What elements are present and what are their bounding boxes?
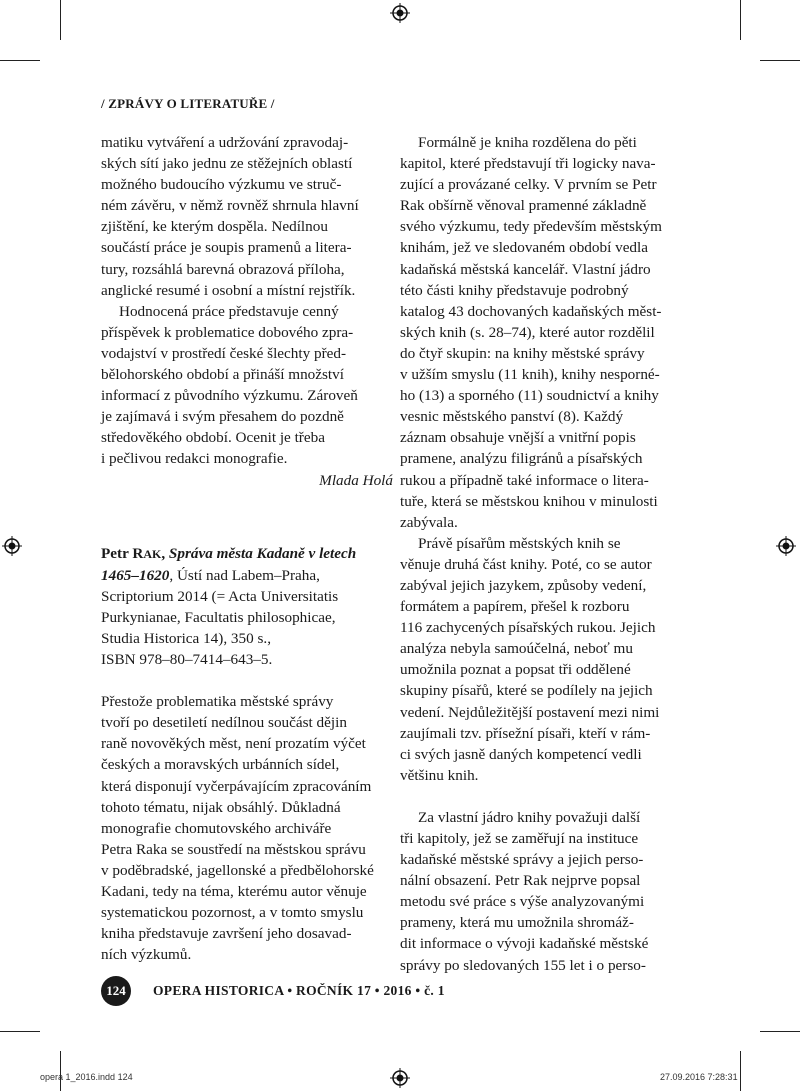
text-line: českých a moravských urbánních sídel,: [101, 756, 340, 774]
author-name: Petr RAK: [101, 544, 162, 562]
registration-mark-icon: [776, 536, 796, 556]
text-line: ských sítí jako jednu ze stěžejních oblastí: [101, 155, 353, 173]
text-line: Za vlastní jádro knihy považuji další: [418, 808, 641, 826]
text-line: svého výzkumu, tedy především městským: [400, 218, 662, 236]
text-line: informací z původního výzkumu. Zároveň: [101, 387, 358, 405]
section-header: / ZPRÁVY O LITERATUŘE /: [101, 96, 275, 111]
text-line: kadaňské městské správy a jejich perso-: [400, 851, 644, 869]
text-line: Přestože problematika městské správy: [101, 693, 334, 711]
text-line: umožnila poznat a popsat tři oddělené: [400, 661, 631, 679]
text-line: zjištění, ke kterým dospěla. Nedílnou: [101, 218, 328, 236]
text-line: katalog 43 dochovaných kadaňských měst-: [400, 302, 662, 320]
crop-mark: [740, 1051, 741, 1091]
text-line: formátem a papírem, přešel k rozboru: [400, 598, 630, 616]
text-line: záznam obsahuje vnější a vnitřní popis: [400, 429, 636, 447]
text-line: v poděbradské, jagellonské a předbělohorské: [101, 861, 374, 879]
paragraph: [400, 132, 692, 533]
text-line: rukou a případně také informace o litera-: [400, 471, 649, 489]
text-line: kadaňská městská kancelář. Vlastní jádro: [400, 260, 651, 278]
text-line: knihám, jež ve sledovaném období vedla: [400, 239, 648, 257]
print-slug-timestamp: 27.09.2016 7:28:31: [660, 1072, 738, 1082]
book-title: 1465–1620: [101, 566, 170, 584]
text-line: pramene, analýzu filigránů a písařských: [400, 450, 643, 468]
text-line: tvoří po desetiletí nedílnou součást dějin: [101, 714, 347, 732]
text-line: v užším smyslu (11 knih), knihy nesporné-: [400, 366, 660, 384]
registration-mark-icon: [390, 3, 410, 23]
registration-mark-icon: [390, 1068, 410, 1088]
text-line: Petr RAK, Správa města Kadaně v letech: [101, 544, 357, 562]
journal-title: OPERA HISTORICA • ROČNÍK 17 • 2016 • č. 1: [153, 983, 445, 998]
text-line: zabýval jejich jazykem, způsoby vedení,: [400, 576, 647, 594]
text-line: dit informace o vývoji kadaňské městské: [400, 935, 649, 953]
text-line: vodajství v prostředí české šlechty před-: [101, 344, 347, 362]
text-line: anglické resumé i osobní a místní rejstřík.: [101, 281, 356, 299]
text-line: správy po sledovaných 155 let i o perso-: [400, 956, 646, 974]
text-line: zující a provázané celky. V prvním se Petr: [400, 176, 657, 194]
text-line: ho (13) a sporného (11) soudnictví a knihy: [400, 387, 659, 405]
right-column: [400, 132, 692, 976]
text-line: skupiny písařů, které se podílely na jejich: [400, 682, 653, 700]
text-line: Právě písařům městských knih se: [418, 534, 621, 552]
text-line: věnuje druhá část knihy. Poté, co se autor: [400, 555, 652, 573]
text-line: ném závěru, v němž rovněž shrnula hlavní: [101, 197, 359, 215]
text-line: příspěvek k problematice dobového zpra-: [101, 323, 354, 341]
crop-mark: [0, 1031, 40, 1032]
text-line: Scriptorium 2014 (= Acta Universitatis: [101, 587, 339, 605]
text-line: do čtyř skupin: na knihy městské správy: [400, 344, 645, 362]
text-line: ISBN 978–80–7414–643–5.: [101, 651, 273, 669]
text-line: Petra Raka se soustředí na městskou správu: [101, 840, 366, 858]
text-line: tři kapitoly, jež se zaměřují na instituce: [400, 830, 639, 847]
crop-mark: [0, 60, 40, 61]
text-line: Rak obšírně věnoval pramenné základně: [400, 197, 647, 215]
crop-mark: [60, 0, 61, 40]
text-line: raně novověkých měst, není prozatím výčet: [101, 735, 366, 753]
text-line: Kadani, tedy na téma, kterému autor věnuje: [101, 883, 367, 900]
text-line: Studia Historica 14), 350 s.,: [101, 629, 271, 647]
text-line: analýza nebyla samoúčelná, neboť mu: [400, 640, 633, 658]
text-line: vesnic městského panství (8). Každý: [400, 408, 624, 426]
text-line: středověkého období. Ocenit je třeba: [101, 429, 325, 447]
text-line: tury, rozsáhlá barevná obrazová příloha,: [101, 260, 345, 278]
print-slug-file: opera 1_2016.indd 124: [40, 1072, 133, 1082]
text-line: kapitol, které představují tři logicky nava-: [400, 155, 656, 173]
crop-mark: [740, 0, 741, 40]
bibliography-entry: [101, 543, 393, 671]
text-line: matiku vytváření a udržování zpravodaj-: [101, 134, 349, 151]
text-line: této části knihy představuje podrobný: [400, 281, 629, 299]
text-line: Hodnocená práce představuje cenný: [119, 302, 339, 320]
paragraph: [400, 533, 692, 786]
text-line: 116 zachycených písařských rukou. Jejich: [400, 619, 656, 637]
text-line: zaujímali tzv. přísežní písaři, kteří v rám-: [400, 724, 651, 742]
left-column: [101, 132, 393, 965]
text-line: tuře, která se městskou knihou v minulosti: [400, 492, 658, 510]
text-line: součástí práce je soupis pramenů a litera-: [101, 239, 352, 257]
text-line: je zajímavá i svým přesahem do pozdně: [101, 408, 344, 426]
text-line: nální obsazení. Petr Rak nejprve popsal: [400, 872, 641, 890]
text-line: ských knih (s. 28–74), které autor rozdělil: [400, 323, 655, 341]
text-line: i pečlivou redakci monografie.: [101, 450, 288, 468]
text-line: možného budoucího výzkumu ve struč-: [101, 176, 342, 194]
crop-mark: [760, 1031, 800, 1032]
paragraph: [101, 301, 393, 470]
text-line: metodu své práce s výše analyzovanými: [400, 893, 645, 911]
text-line: ci svých jasně daných kompetencí vedli: [400, 745, 642, 763]
page-number: 124: [101, 976, 131, 1006]
text-line: bělohorského období a přináší množství: [101, 366, 344, 384]
text-line: Formálně je kniha rozdělena do pěti: [418, 134, 637, 151]
text-line: monografie chomutovského archiváře: [101, 819, 332, 837]
crop-mark: [760, 60, 800, 61]
text-line: většinu knih.: [400, 766, 479, 784]
text-line: tohoto tématu, nijak obsáhlý. Důkladná: [101, 798, 341, 816]
text-line: ních výzkumů.: [101, 946, 192, 964]
crop-mark: [60, 1051, 61, 1091]
text-line: Purkynianae, Facultatis philosophicae,: [101, 608, 336, 626]
text-line: 1465–1620, Ústí nad Labem–Praha,: [101, 566, 320, 584]
text-line: systematickou pozornost, a v tomto smyslu: [101, 904, 364, 922]
book-title: Správa města Kadaně v letech: [168, 544, 357, 562]
text-line: vedení. Nejdůležitější postavení mezi nimi: [400, 703, 660, 721]
paragraph: [400, 807, 692, 976]
page-footer: [101, 976, 445, 1006]
text-line: která disponují vyčerpávajícím zpracováním: [101, 777, 372, 795]
text-line: kniha představuje završení jeho dosavad-: [101, 925, 352, 943]
text-line: zabývala.: [400, 513, 458, 531]
reviewer-signature: Mlada Holá: [319, 471, 393, 489]
paragraph: [101, 691, 393, 965]
paragraph: [101, 132, 393, 301]
registration-mark-icon: [2, 536, 22, 556]
text-line: prameny, která mu umožnila shromáž-: [400, 914, 634, 932]
